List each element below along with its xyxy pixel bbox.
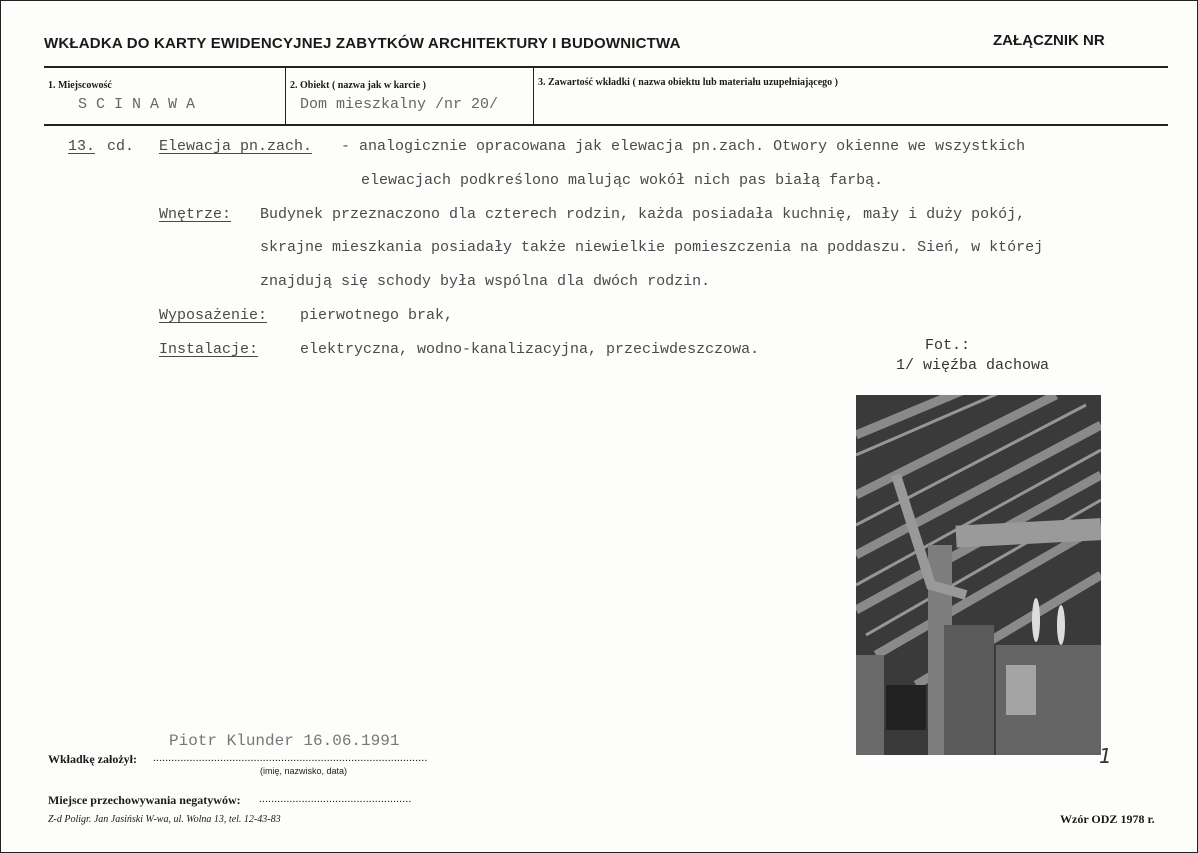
field-1-label: 1. Miejscowość — [48, 80, 112, 91]
wnetrze-text-1: Budynek przeznaczono dla czterech rodzin, każda posiadała kuchnię, mały i duży pokój, — [260, 206, 1026, 223]
field-3-label: 3. Zawartość wkładki ( nazwa obiektu lub materiału uzupełniającego ) — [538, 77, 839, 88]
section-cd: cd. — [107, 138, 135, 155]
elewacja-text-2: elewacjach podkreślono malując wokół nich pas białą farbą. — [361, 172, 884, 189]
field-1-value: SCINAWA — [78, 96, 205, 113]
storage-label: Miejsce przechowywania negatywów: — [48, 793, 241, 807]
table-divider-1 — [285, 67, 286, 125]
section-number: 13. — [68, 138, 96, 155]
wyposazenie-label: Wyposażenie: — [159, 307, 268, 324]
form-id: Wzór ODZ 1978 r. — [1060, 812, 1155, 826]
founder-label: Wkładkę założył: — [48, 752, 137, 766]
photo-caption: 1/ więźba dachowa — [896, 357, 1050, 374]
annex-label: ZAŁĄCZNIK NR — [993, 32, 1105, 49]
field-2-value: Dom mieszkalny /nr 20/ — [300, 96, 499, 113]
founder-signature: Piotr Klunder 16.06.1991 — [169, 732, 400, 750]
printer-imprint: Z-d Poligr. Jan Jasiński W-wa, ul. Wolna 13, tel. 12-43-83 — [48, 814, 281, 825]
instalacje-label: Instalacje: — [159, 341, 259, 358]
wyposazenie-text: pierwotnego brak, — [300, 307, 454, 324]
founder-dots: .......................................................................................... — [153, 752, 428, 764]
founder-hint: (imię, nazwisko, data) — [260, 766, 348, 776]
roof-truss-photo — [856, 395, 1101, 755]
elewacja-text-1: - analogicznie opracowana jak elewacja pn.zach. Otwory okienne we wszystkich — [341, 138, 1026, 155]
storage-dots: .................................................. — [259, 793, 412, 805]
card-title: WKŁADKA DO KARTY EWIDENCYJNEJ ZABYTKÓW ARCHITEKTURY I BUDOWNICTWA — [44, 35, 681, 52]
photo-label: Fot.: — [925, 337, 971, 354]
photo-number: 1 — [1099, 744, 1112, 768]
wnetrze-text-3: znajdują się schody była wspólna dla dwóch rodzin. — [260, 273, 711, 290]
instalacje-text: elektryczna, wodno-kanalizacyjna, przeciwdeszczowa. — [300, 341, 760, 358]
table-divider-2 — [533, 67, 534, 125]
elewacja-label: Elewacja pn.zach. — [159, 138, 313, 155]
table-top-rule — [44, 66, 1168, 68]
field-2-label: 2. Obiekt ( nazwa jak w karcie ) — [290, 80, 426, 91]
table-bottom-rule — [44, 124, 1168, 126]
wnetrze-text-2: skrajne mieszkania posiadały także niewielkie pomieszczenia na poddaszu. Sień, w której — [260, 239, 1044, 256]
wnetrze-label: Wnętrze: — [159, 206, 232, 223]
